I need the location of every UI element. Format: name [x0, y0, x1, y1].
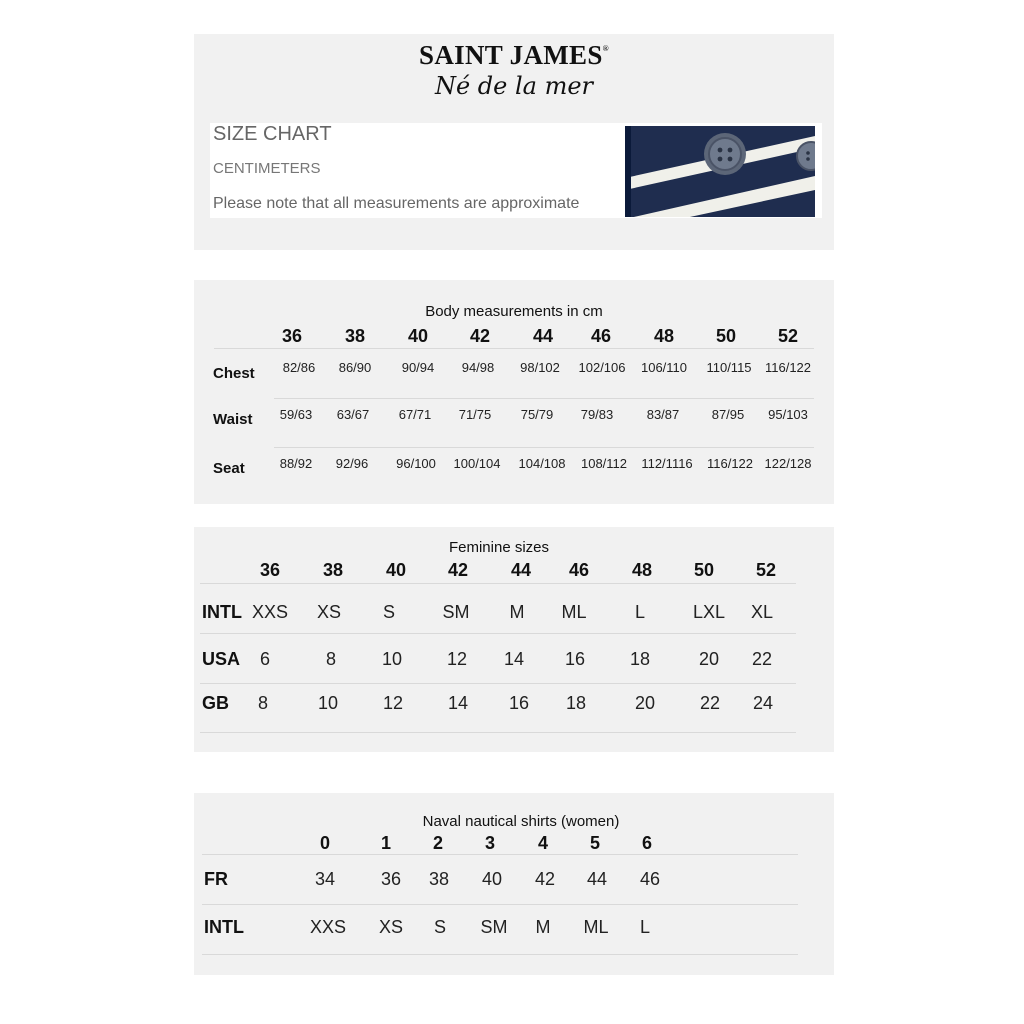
table-cell: 86/90: [338, 360, 372, 375]
size-header: 46: [590, 326, 612, 346]
table-cell: XS: [378, 917, 404, 937]
row-divider: [202, 954, 798, 955]
table-cell: 96/100: [396, 456, 436, 471]
size-header: 50: [693, 560, 715, 580]
table-cell: 16: [508, 693, 530, 713]
row-divider: [200, 633, 796, 634]
size-header: 38: [322, 560, 344, 580]
table-cell: 116/122: [706, 456, 754, 471]
size-header: 42: [447, 560, 469, 580]
table-cell: 98/102: [520, 360, 560, 375]
striped-knit-photo: [625, 126, 815, 217]
feminine-sizes-title: Feminine sizes: [448, 539, 550, 556]
table-cell: 12: [446, 649, 468, 669]
table-cell: 108/112: [580, 456, 628, 471]
table-cell: XXS: [251, 602, 289, 622]
table-cell: L: [639, 917, 651, 937]
table-cell: 92/96: [335, 456, 369, 471]
table-cell: 40: [481, 869, 503, 889]
size-header: 3: [484, 833, 496, 853]
table-cell: 46: [639, 869, 661, 889]
table-cell: LXL: [692, 602, 726, 622]
table-cell: ML: [561, 602, 587, 622]
row-divider: [202, 854, 798, 855]
table-cell: S: [433, 917, 447, 937]
table-cell: 36: [380, 869, 402, 889]
table-cell: 8: [325, 649, 337, 669]
table-cell: 95/103: [768, 407, 808, 422]
row-label-intl: INTL: [204, 917, 244, 937]
table-cell: XL: [750, 602, 774, 622]
table-cell: 100/104: [453, 456, 501, 471]
table-cell: 116/122: [764, 360, 812, 375]
table-cell: 14: [447, 693, 469, 713]
size-chart-title: SIZE CHART: [213, 123, 332, 145]
table-cell: 10: [381, 649, 403, 669]
row-divider: [274, 447, 814, 448]
size-header: 44: [532, 326, 554, 346]
table-cell: 106/110: [640, 360, 688, 375]
size-header: 42: [469, 326, 491, 346]
table-cell: XXS: [309, 917, 347, 937]
table-cell: 12: [382, 693, 404, 713]
knit-fabric-image: [625, 126, 815, 217]
row-label-gb: GB: [202, 693, 229, 713]
size-header: 38: [344, 326, 366, 346]
size-header: 5: [589, 833, 601, 853]
approximation-note: Please note that all measurements are approximate: [213, 195, 580, 212]
row-divider: [274, 398, 814, 399]
row-label-fr: FR: [204, 869, 228, 889]
row-divider: [200, 683, 796, 684]
brand-logo: SAINT JAMES®: [419, 40, 609, 70]
size-header: 52: [777, 326, 799, 346]
table-cell: SM: [442, 602, 470, 622]
table-cell: 6: [259, 649, 271, 669]
table-cell: 79/83: [580, 407, 614, 422]
row-divider: [214, 348, 814, 349]
size-header: 46: [568, 560, 590, 580]
table-cell: 104/108: [518, 456, 566, 471]
row-divider: [202, 904, 798, 905]
size-header: 48: [653, 326, 675, 346]
size-header: 4: [537, 833, 549, 853]
table-cell: S: [382, 602, 396, 622]
table-cell: 10: [317, 693, 339, 713]
table-cell: 82/86: [282, 360, 316, 375]
table-cell: 22: [751, 649, 773, 669]
table-cell: 87/95: [711, 407, 745, 422]
size-header: 36: [259, 560, 281, 580]
table-cell: 18: [565, 693, 587, 713]
size-header: 40: [407, 326, 429, 346]
size-chart-info: [210, 123, 822, 218]
table-cell: 112/1116: [641, 456, 693, 471]
table-cell: 44: [586, 869, 608, 889]
row-label-intl: INTL: [202, 602, 242, 622]
table-cell: 8: [257, 693, 269, 713]
table-cell: 83/87: [646, 407, 680, 422]
size-header: 52: [755, 560, 777, 580]
row-divider: [200, 732, 796, 733]
row-label-usa: USA: [202, 649, 241, 669]
table-cell: 22: [699, 693, 721, 713]
table-cell: M: [509, 602, 525, 622]
table-cell: 14: [503, 649, 525, 669]
table-cell: SM: [480, 917, 508, 937]
size-header: 50: [715, 326, 737, 346]
body-measurements-panel: [194, 280, 834, 504]
table-cell: M: [535, 917, 551, 937]
table-cell: 94/98: [461, 360, 495, 375]
naval-shirts-panel: [194, 793, 834, 975]
table-cell: 59/63: [279, 407, 313, 422]
size-header: 0: [319, 833, 331, 853]
size-header: 2: [432, 833, 444, 853]
body-measurements-title: Body measurements in cm: [425, 303, 603, 320]
row-label-chest: Chest: [213, 365, 255, 382]
unit-label: CENTIMETERS: [213, 160, 321, 177]
table-cell: 42: [534, 869, 556, 889]
table-cell: 102/106: [578, 360, 626, 375]
table-cell: L: [634, 602, 646, 622]
size-header: 48: [631, 560, 653, 580]
table-cell: 20: [634, 693, 656, 713]
table-cell: 67/71: [398, 407, 432, 422]
table-cell: 75/79: [520, 407, 554, 422]
table-cell: ML: [583, 917, 609, 937]
table-cell: 34: [314, 869, 336, 889]
table-cell: 63/67: [336, 407, 370, 422]
size-header: 36: [281, 326, 303, 346]
header-panel: [194, 34, 834, 250]
table-cell: 90/94: [401, 360, 435, 375]
row-label-seat: Seat: [213, 460, 245, 477]
size-header: 44: [510, 560, 532, 580]
table-cell: XS: [316, 602, 342, 622]
table-cell: 110/115: [706, 360, 752, 375]
table-cell: 20: [698, 649, 720, 669]
size-header: 6: [641, 833, 653, 853]
table-cell: 24: [752, 693, 774, 713]
row-divider: [200, 583, 796, 584]
size-header: 40: [385, 560, 407, 580]
size-header: 1: [380, 833, 392, 853]
naval-shirts-title: Naval nautical shirts (women): [422, 813, 620, 830]
brand-tagline: Né de la mer: [434, 72, 594, 100]
table-cell: 16: [564, 649, 586, 669]
table-cell: 71/75: [458, 407, 492, 422]
table-cell: 88/92: [279, 456, 313, 471]
table-cell: 122/128: [764, 456, 812, 471]
row-label-waist: Waist: [213, 411, 253, 428]
feminine-sizes-panel: [194, 527, 834, 752]
table-cell: 38: [428, 869, 450, 889]
table-cell: 18: [629, 649, 651, 669]
